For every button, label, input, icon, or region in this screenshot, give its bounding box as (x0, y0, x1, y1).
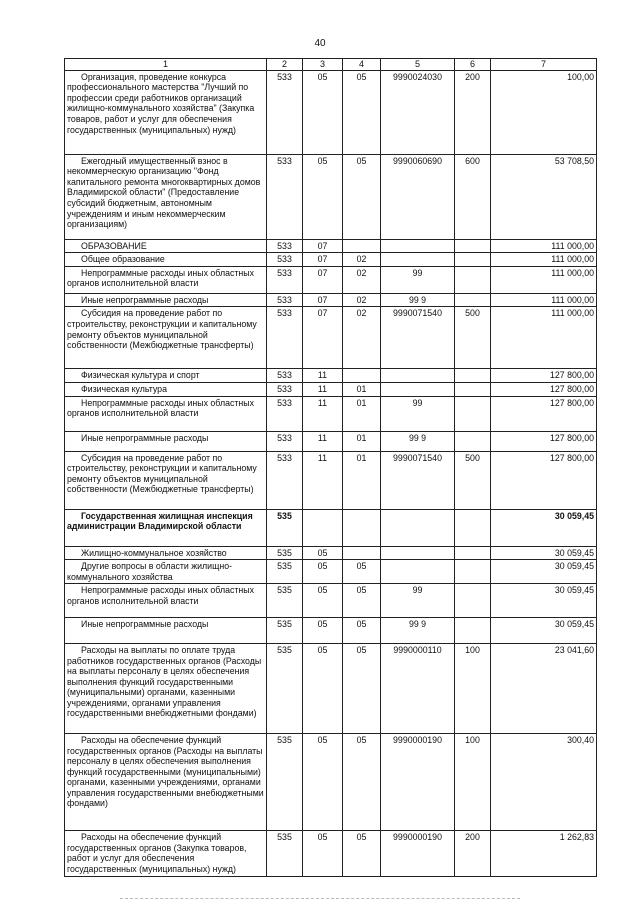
table-row (65, 396, 597, 431)
row-amount: 111 000,00 (491, 266, 597, 293)
row-grbs: 533 (267, 396, 303, 431)
page-number: 40 (314, 38, 326, 49)
table-row (65, 451, 597, 509)
row-target-item: 99 9 (381, 293, 455, 307)
row-expense-type (455, 266, 491, 293)
row-name: Другие вопросы в области жилищно-коммунального хозяйства (65, 560, 267, 584)
row-subsection: 05 (343, 584, 381, 618)
row-target-item: 99 9 (381, 431, 455, 451)
row-amount: 111 000,00 (491, 239, 597, 253)
row-name: Непрограммные расходы иных областных органов исполнительной власти (65, 584, 267, 618)
row-target-item (381, 369, 455, 383)
row-target-item (381, 546, 455, 560)
row-grbs: 535 (267, 584, 303, 618)
row-subsection: 05 (343, 644, 381, 734)
table-row (65, 307, 597, 369)
table-row (65, 509, 597, 546)
row-section: 07 (303, 253, 343, 267)
row-target-item: 9990071540 (381, 307, 455, 369)
row-expense-type (455, 293, 491, 307)
row-grbs: 535 (267, 644, 303, 734)
row-target-item: 9990000190 (381, 831, 455, 877)
row-subsection: 05 (343, 831, 381, 877)
row-name: ОБРАЗОВАНИЕ (65, 239, 267, 253)
row-section: 07 (303, 293, 343, 307)
column-header: 7 (491, 59, 597, 71)
row-target-item: 9990060690 (381, 154, 455, 239)
table-row (65, 369, 597, 383)
row-subsection: 05 (343, 154, 381, 239)
column-header: 1 (65, 59, 267, 71)
row-name: Жилищно-коммунальное хозяйство (65, 546, 267, 560)
row-expense-type (455, 584, 491, 618)
table-row (65, 293, 597, 307)
row-section: 11 (303, 369, 343, 383)
row-grbs: 533 (267, 451, 303, 509)
row-subsection: 01 (343, 451, 381, 509)
row-target-item: 99 9 (381, 618, 455, 644)
row-grbs: 535 (267, 509, 303, 546)
row-grbs: 535 (267, 734, 303, 831)
row-amount: 30 059,45 (491, 546, 597, 560)
row-name: Непрограммные расходы иных областных органов исполнительной власти (65, 266, 267, 293)
row-grbs: 533 (267, 253, 303, 267)
row-name: Непрограммные расходы иных областных органов исполнительной власти (65, 396, 267, 431)
row-amount: 30 059,45 (491, 618, 597, 644)
row-target-item: 99 (381, 266, 455, 293)
row-subsection (343, 369, 381, 383)
row-subsection: 05 (343, 70, 381, 154)
row-grbs: 533 (267, 239, 303, 253)
row-amount: 300,40 (491, 734, 597, 831)
row-amount: 111 000,00 (491, 293, 597, 307)
row-expense-type: 500 (455, 307, 491, 369)
row-section: 07 (303, 239, 343, 253)
row-subsection: 05 (343, 618, 381, 644)
row-name: Организация, проведение конкурса профессионального мастерства "Лучший по профессии среди работников организаций жилищно-коммунального хозяйства" (Закупка товаров, работ и услуг для обеспечения государственных (муниципальных) нужд) (65, 70, 267, 154)
row-name: Ежегодный имущественный взнос в некоммерческую организацию "Фонд капитального ремонта многоквартирных домов Владимирской области" (Предоставление субсидий бюджетным, автономным учреждениям и иным некоммерческим организациям) (65, 154, 267, 239)
row-grbs: 533 (267, 382, 303, 396)
column-header: 2 (267, 59, 303, 71)
row-amount: 30 059,45 (491, 584, 597, 618)
column-header: 3 (303, 59, 343, 71)
table-row (65, 431, 597, 451)
row-expense-type: 500 (455, 451, 491, 509)
row-target-item (381, 509, 455, 546)
table-row (65, 253, 597, 267)
row-section: 05 (303, 154, 343, 239)
row-section: 05 (303, 560, 343, 584)
table-row (65, 239, 597, 253)
row-grbs: 533 (267, 431, 303, 451)
table-row (65, 644, 597, 734)
column-header: 5 (381, 59, 455, 71)
row-section: 05 (303, 644, 343, 734)
row-target-item (381, 253, 455, 267)
row-expense-type (455, 369, 491, 383)
row-name: Физическая культура и спорт (65, 369, 267, 383)
row-section: 07 (303, 307, 343, 369)
row-expense-type (455, 546, 491, 560)
row-name: Субсидия на проведение работ по строительству, реконструкции и капитальному ремонту объектов муниципальной собственности (Межбюджетные трансферты) (65, 307, 267, 369)
table-row (65, 560, 597, 584)
row-name: Физическая культура (65, 382, 267, 396)
row-section: 05 (303, 618, 343, 644)
row-name: Общее образование (65, 253, 267, 267)
table-row (65, 584, 597, 618)
row-subsection: 05 (343, 560, 381, 584)
row-grbs: 533 (267, 70, 303, 154)
row-expense-type (455, 239, 491, 253)
table-row (65, 831, 597, 877)
row-expense-type: 200 (455, 70, 491, 154)
row-section: 11 (303, 396, 343, 431)
row-subsection: 02 (343, 253, 381, 267)
table-row (65, 266, 597, 293)
row-section (303, 509, 343, 546)
row-expense-type (455, 431, 491, 451)
row-subsection: 01 (343, 431, 381, 451)
row-name: Государственная жилищная инспекция администрации Владимирской области (65, 509, 267, 546)
row-grbs: 533 (267, 266, 303, 293)
row-grbs: 535 (267, 618, 303, 644)
column-header: 4 (343, 59, 381, 71)
row-section: 05 (303, 831, 343, 877)
row-target-item: 9990000110 (381, 644, 455, 734)
row-expense-type (455, 396, 491, 431)
row-section: 11 (303, 451, 343, 509)
row-section: 05 (303, 70, 343, 154)
row-section: 05 (303, 546, 343, 560)
row-amount: 53 708,50 (491, 154, 597, 239)
row-grbs: 533 (267, 307, 303, 369)
row-expense-type: 200 (455, 831, 491, 877)
row-amount: 127 800,00 (491, 369, 597, 383)
page-bottom-rule (120, 898, 520, 899)
row-target-item (381, 382, 455, 396)
row-amount: 30 059,45 (491, 509, 597, 546)
row-subsection (343, 509, 381, 546)
row-grbs: 535 (267, 546, 303, 560)
row-subsection: 01 (343, 396, 381, 431)
row-name: Иные непрограммные расходы (65, 618, 267, 644)
row-section: 11 (303, 431, 343, 451)
row-expense-type (455, 382, 491, 396)
table-row (65, 546, 597, 560)
row-target-item: 9990024030 (381, 70, 455, 154)
row-amount: 127 800,00 (491, 451, 597, 509)
row-amount: 127 800,00 (491, 396, 597, 431)
row-target-item: 9990071540 (381, 451, 455, 509)
table-row (65, 382, 597, 396)
row-grbs: 535 (267, 560, 303, 584)
row-name: Расходы на обеспечение функций государственных органов (Расходы на выплаты персоналу в целях обеспечения выполнения функций государственными (муниципальными) органами, казенными учреждениями, органами управления государственными внебюджетными фондами) (65, 734, 267, 831)
table-row (65, 618, 597, 644)
table-header-row (65, 59, 597, 71)
row-target-item: 99 (381, 584, 455, 618)
row-expense-type: 100 (455, 644, 491, 734)
row-amount: 23 041,60 (491, 644, 597, 734)
row-expense-type (455, 509, 491, 546)
row-expense-type (455, 618, 491, 644)
row-subsection: 02 (343, 266, 381, 293)
row-grbs: 533 (267, 154, 303, 239)
row-expense-type (455, 253, 491, 267)
table-row (65, 734, 597, 831)
row-subsection: 01 (343, 382, 381, 396)
row-grbs: 535 (267, 831, 303, 877)
column-header: 6 (455, 59, 491, 71)
budget-table (64, 58, 597, 877)
row-subsection: 05 (343, 734, 381, 831)
row-name: Иные непрограммные расходы (65, 293, 267, 307)
row-amount: 111 000,00 (491, 307, 597, 369)
row-subsection (343, 546, 381, 560)
row-expense-type: 600 (455, 154, 491, 239)
row-amount: 127 800,00 (491, 382, 597, 396)
table-row (65, 70, 597, 154)
row-target-item: 99 (381, 396, 455, 431)
row-section: 07 (303, 266, 343, 293)
row-grbs: 533 (267, 369, 303, 383)
row-amount: 100,00 (491, 70, 597, 154)
row-name: Иные непрограммные расходы (65, 431, 267, 451)
row-expense-type (455, 560, 491, 584)
row-section: 05 (303, 734, 343, 831)
row-amount: 111 000,00 (491, 253, 597, 267)
table-row (65, 154, 597, 239)
row-amount: 1 262,83 (491, 831, 597, 877)
row-name: Расходы на выплаты по оплате труда работников государственных органов (Расходы на выплаты персоналу в целях обеспечения выполнения функций государственными (муниципальными) органами, казенными учреждениями, органами управления государственными внебюджетными фондами) (65, 644, 267, 734)
row-grbs: 533 (267, 293, 303, 307)
row-section: 05 (303, 584, 343, 618)
row-target-item (381, 239, 455, 253)
row-subsection (343, 239, 381, 253)
row-expense-type: 100 (455, 734, 491, 831)
row-amount: 127 800,00 (491, 431, 597, 451)
row-subsection: 02 (343, 307, 381, 369)
row-target-item: 9990000190 (381, 734, 455, 831)
row-amount: 30 059,45 (491, 560, 597, 584)
row-target-item (381, 560, 455, 584)
row-name: Субсидия на проведение работ по строительству, реконструкции и капитальному ремонту объектов муниципальной собственности (Межбюджетные трансферты) (65, 451, 267, 509)
row-section: 11 (303, 382, 343, 396)
row-name: Расходы на обеспечение функций государственных органов (Закупка товаров, работ и услуг для обеспечения государственных (муниципальных) нужд) (65, 831, 267, 877)
row-subsection: 02 (343, 293, 381, 307)
